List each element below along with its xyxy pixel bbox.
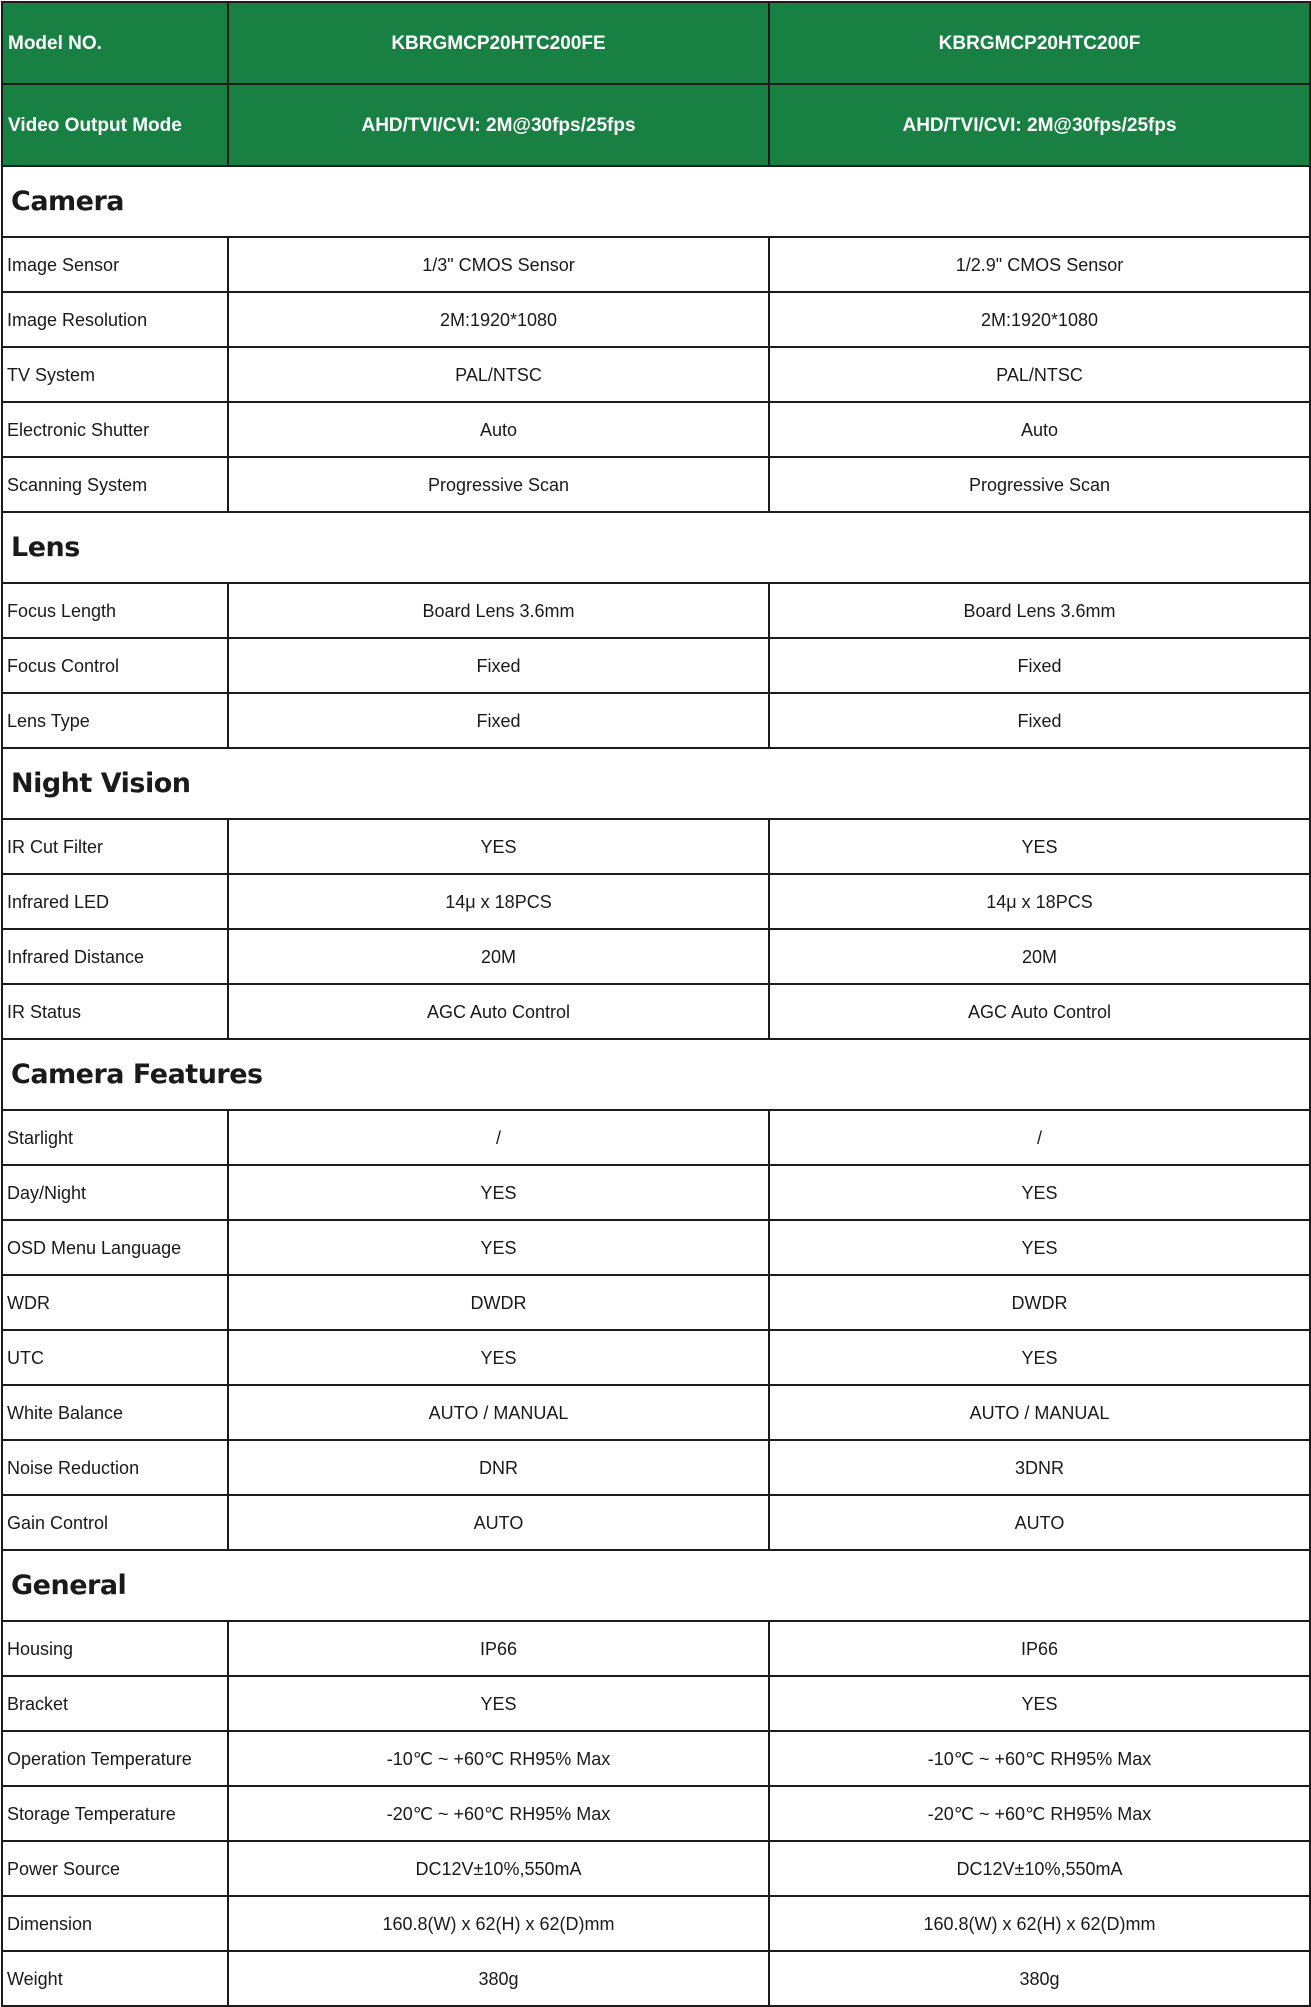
spec-value-model-2: YES xyxy=(769,1676,1310,1731)
table-row xyxy=(2,457,1310,512)
table-row xyxy=(2,347,1310,402)
spec-value-model-2: PAL/NTSC xyxy=(769,347,1310,402)
spec-label: Scanning System xyxy=(2,457,228,512)
spec-value-model-1: -10℃ ~ +60℃ RH95% Max xyxy=(228,1731,769,1786)
section-camera xyxy=(2,166,1310,237)
table-row xyxy=(2,819,1310,874)
spec-value-model-2: Progressive Scan xyxy=(769,457,1310,512)
section-title: Lens xyxy=(2,512,1310,583)
table-row xyxy=(2,1676,1310,1731)
spec-value-model-2: 380g xyxy=(769,1951,1310,2006)
spec-value-model-2: IP66 xyxy=(769,1621,1310,1676)
table-row xyxy=(2,1621,1310,1676)
model-name-1: KBRGMCP20HTC200FE xyxy=(228,2,769,84)
table-row xyxy=(2,1495,1310,1550)
model-row xyxy=(2,2,1310,84)
spec-value-model-1: IP66 xyxy=(228,1621,769,1676)
spec-table xyxy=(1,1,1311,2007)
table-row xyxy=(2,1786,1310,1841)
spec-value-model-2: AUTO / MANUAL xyxy=(769,1385,1310,1440)
video-output-label: Video Output Mode xyxy=(2,84,228,166)
spec-value-model-2: DC12V±10%,550mA xyxy=(769,1841,1310,1896)
spec-label: IR Cut Filter xyxy=(2,819,228,874)
spec-value-model-1: 160.8(W) x 62(H) x 62(D)mm xyxy=(228,1896,769,1951)
section-general xyxy=(2,1550,1310,1621)
spec-value-model-1: YES xyxy=(228,1220,769,1275)
spec-label: IR Status xyxy=(2,984,228,1039)
table-row xyxy=(2,1951,1310,2006)
table-row xyxy=(2,693,1310,748)
spec-value-model-1: 2M:1920*1080 xyxy=(228,292,769,347)
table-row xyxy=(2,1731,1310,1786)
spec-value-model-2: -20℃ ~ +60℃ RH95% Max xyxy=(769,1786,1310,1841)
table-row xyxy=(2,1165,1310,1220)
spec-value-model-1: YES xyxy=(228,1676,769,1731)
spec-label: Day/Night xyxy=(2,1165,228,1220)
spec-label: WDR xyxy=(2,1275,228,1330)
spec-value-model-1: DWDR xyxy=(228,1275,769,1330)
table-row xyxy=(2,984,1310,1039)
spec-label: TV System xyxy=(2,347,228,402)
spec-value-model-2: YES xyxy=(769,1330,1310,1385)
spec-value-model-1: Progressive Scan xyxy=(228,457,769,512)
section-title: Camera xyxy=(2,166,1310,237)
video-output-value-2: AHD/TVI/CVI: 2M@30fps/25fps xyxy=(769,84,1310,166)
spec-value-model-1: Fixed xyxy=(228,638,769,693)
spec-label: White Balance xyxy=(2,1385,228,1440)
spec-value-model-1: PAL/NTSC xyxy=(228,347,769,402)
spec-value-model-2: YES xyxy=(769,1220,1310,1275)
spec-label: Infrared LED xyxy=(2,874,228,929)
spec-value-model-2: 20M xyxy=(769,929,1310,984)
spec-value-model-2: AGC Auto Control xyxy=(769,984,1310,1039)
spec-value-model-1: 1/3" CMOS Sensor xyxy=(228,237,769,292)
spec-value-model-2: 2M:1920*1080 xyxy=(769,292,1310,347)
video-output-value-1: AHD/TVI/CVI: 2M@30fps/25fps xyxy=(228,84,769,166)
section-night-vision xyxy=(2,748,1310,819)
spec-label: Electronic Shutter xyxy=(2,402,228,457)
spec-label: Starlight xyxy=(2,1110,228,1165)
spec-label: Noise Reduction xyxy=(2,1440,228,1495)
spec-value-model-1: Fixed xyxy=(228,693,769,748)
spec-value-model-2: 3DNR xyxy=(769,1440,1310,1495)
spec-value-model-2: Fixed xyxy=(769,693,1310,748)
spec-label: Power Source xyxy=(2,1841,228,1896)
spec-value-model-1: DC12V±10%,550mA xyxy=(228,1841,769,1896)
spec-label: Focus Control xyxy=(2,638,228,693)
spec-value-model-1: 20M xyxy=(228,929,769,984)
spec-value-model-2: / xyxy=(769,1110,1310,1165)
spec-label: Weight xyxy=(2,1951,228,2006)
spec-label: Focus Length xyxy=(2,583,228,638)
spec-value-model-2: 1/2.9" CMOS Sensor xyxy=(769,237,1310,292)
spec-value-model-2: Board Lens 3.6mm xyxy=(769,583,1310,638)
spec-value-model-1: AUTO / MANUAL xyxy=(228,1385,769,1440)
spec-label: Bracket xyxy=(2,1676,228,1731)
spec-value-model-2: Fixed xyxy=(769,638,1310,693)
table-row xyxy=(2,874,1310,929)
table-row xyxy=(2,237,1310,292)
table-row xyxy=(2,1330,1310,1385)
section-title: General xyxy=(2,1550,1310,1621)
table-row xyxy=(2,402,1310,457)
model-label: Model NO. xyxy=(2,2,228,84)
spec-value-model-2: DWDR xyxy=(769,1275,1310,1330)
section-title: Camera Features xyxy=(2,1039,1310,1110)
spec-value-model-1: -20℃ ~ +60℃ RH95% Max xyxy=(228,1786,769,1841)
spec-label: Dimension xyxy=(2,1896,228,1951)
spec-value-model-2: AUTO xyxy=(769,1495,1310,1550)
table-row xyxy=(2,1440,1310,1495)
spec-label: Housing xyxy=(2,1621,228,1676)
table-row xyxy=(2,638,1310,693)
spec-label: Gain Control xyxy=(2,1495,228,1550)
spec-label: OSD Menu Language xyxy=(2,1220,228,1275)
model-name-2: KBRGMCP20HTC200F xyxy=(769,2,1310,84)
table-row xyxy=(2,1275,1310,1330)
spec-label: Image Sensor xyxy=(2,237,228,292)
spec-label: Storage Temperature xyxy=(2,1786,228,1841)
spec-value-model-1: YES xyxy=(228,1165,769,1220)
spec-value-model-1: 380g xyxy=(228,1951,769,2006)
spec-label: UTC xyxy=(2,1330,228,1385)
spec-value-model-1: Auto xyxy=(228,402,769,457)
section-title: Night Vision xyxy=(2,748,1310,819)
table-row xyxy=(2,1110,1310,1165)
spec-label: Infrared Distance xyxy=(2,929,228,984)
table-row xyxy=(2,1385,1310,1440)
spec-label: Lens Type xyxy=(2,693,228,748)
spec-value-model-2: YES xyxy=(769,819,1310,874)
spec-value-model-1: Board Lens 3.6mm xyxy=(228,583,769,638)
spec-value-model-1: YES xyxy=(228,819,769,874)
spec-value-model-1: YES xyxy=(228,1330,769,1385)
spec-value-model-1: / xyxy=(228,1110,769,1165)
spec-value-model-2: 160.8(W) x 62(H) x 62(D)mm xyxy=(769,1896,1310,1951)
video-output-row xyxy=(2,84,1310,166)
table-row xyxy=(2,292,1310,347)
table-row xyxy=(2,1841,1310,1896)
section-camera-features xyxy=(2,1039,1310,1110)
spec-label: Operation Temperature xyxy=(2,1731,228,1786)
spec-table-body xyxy=(2,2,1310,2006)
spec-value-model-2: YES xyxy=(769,1165,1310,1220)
table-row xyxy=(2,1896,1310,1951)
table-row xyxy=(2,929,1310,984)
table-row xyxy=(2,583,1310,638)
spec-value-model-1: AUTO xyxy=(228,1495,769,1550)
spec-value-model-1: 14μ x 18PCS xyxy=(228,874,769,929)
spec-value-model-2: -10℃ ~ +60℃ RH95% Max xyxy=(769,1731,1310,1786)
section-lens xyxy=(2,512,1310,583)
spec-value-model-1: DNR xyxy=(228,1440,769,1495)
spec-label: Image Resolution xyxy=(2,292,228,347)
spec-value-model-2: Auto xyxy=(769,402,1310,457)
table-row xyxy=(2,1220,1310,1275)
spec-value-model-1: AGC Auto Control xyxy=(228,984,769,1039)
spec-value-model-2: 14μ x 18PCS xyxy=(769,874,1310,929)
